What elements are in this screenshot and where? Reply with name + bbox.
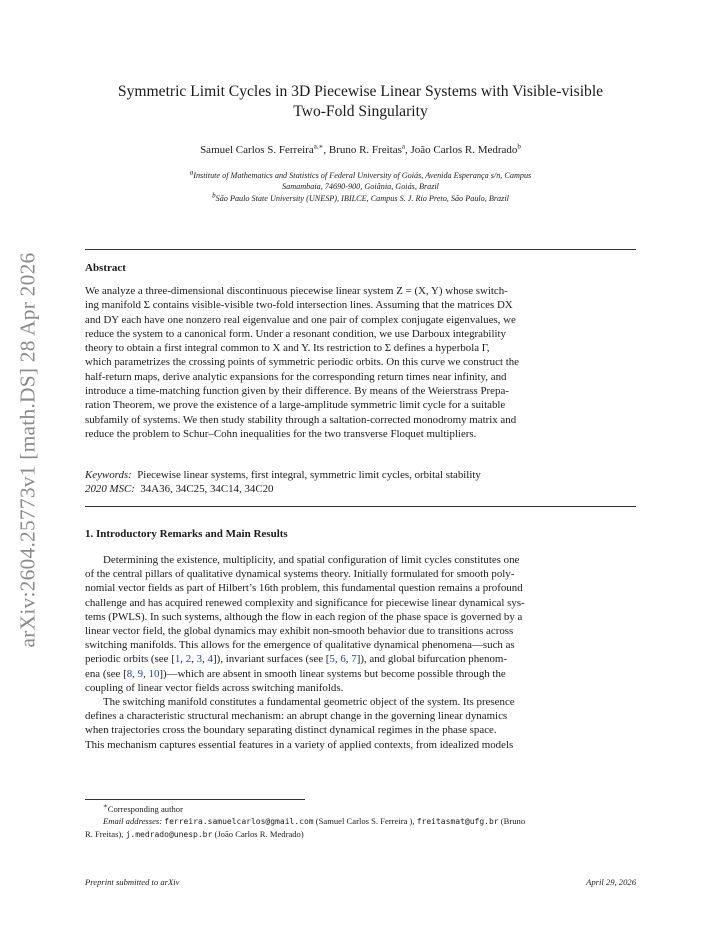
affiliation-a-mark: a [189, 168, 194, 177]
abstract-line: We analyze a three-dimensional discontinuous piecewise linear system Z = (X, Y) whose switch- [85, 285, 508, 297]
body-line: challenge and has acquired renewed complexity and significance for piecewise linear dynamical sys- [85, 596, 525, 609]
abstract-line: and DY each have one nonzero real eigenvalue and one pair of complex conjugate eigenvalues, we [85, 313, 516, 326]
abstract-heading: Abstract [85, 262, 126, 274]
title-line-2: Two-Fold Singularity [293, 103, 428, 120]
citation-link[interactable]: 4 [207, 653, 213, 666]
arxiv-stamp [8, 240, 48, 660]
citation-link[interactable]: 7 [351, 653, 357, 666]
body-line: Determining the existence, multiplicity, and spatial configuration of limit cycles constitutes one [103, 554, 520, 566]
body-line: nomial vector fields as part of Hilbert’s 16th problem, this fundamental question remains a profound [85, 582, 523, 595]
section-heading: 1. Introductory Remarks and Main Results [85, 528, 288, 540]
msc-value: 34A36, 34C25, 34C14, 34C20 [140, 483, 274, 496]
body-line: when trajectories cross the boundary separating distinct dynamical regimes in the phase space. [85, 724, 497, 737]
citation-link[interactable]: 3 [196, 653, 203, 666]
text: ]), and global bifurcation phenom- [356, 653, 507, 666]
keywords-block [85, 468, 636, 496]
email-owner: (Bruno [500, 816, 526, 826]
abstract-line: theory to obtain a first integral common to X and Y. Its restriction to Σ defines a hyperbola Γ, [85, 342, 490, 355]
email-owner: (João Carlos R. Medrado) [214, 829, 304, 839]
author-list: Samuel Carlos S. Ferreira$^{a,∗}$, Bruno R. Freitas$^a$, João Carlos R. Medrado$^b$ [200, 142, 521, 156]
citation-link[interactable]: 5 [329, 653, 335, 666]
paper-title [85, 82, 636, 122]
keywords-value: Piecewise linear systems, first integral, symmetric limit cycles, orbital stability [137, 469, 481, 481]
affiliation-b-line: São Paulo State University (UNESP), IBILCE, Campus S. J. Rio Preto, São Paulo, Brazil [215, 193, 509, 203]
text: periodic orbits (see [ [85, 653, 175, 666]
body-line: linear vector field, the global dynamics may exhibit non-smooth behavior due to transitions across [85, 625, 514, 638]
abstract-body [85, 284, 636, 441]
email-owner: R. Freitas), [85, 829, 124, 839]
email-owner: (Samuel Carlos S. Ferreira ), [315, 816, 415, 826]
abstract-line: which parametrizes the crossing points of symmetric periodic orbits. On this curve we construct the [85, 356, 519, 369]
author-3: João Carlos R. Medrado [410, 144, 518, 156]
affiliation-b-mark: b [212, 190, 216, 199]
author-1: Samuel Carlos S. Ferreira [200, 144, 314, 156]
arxiv-id: arXiv:2604.25773v1 [math.DS] 28 Apr 2026 [15, 252, 40, 648]
citation-link[interactable]: 8 [126, 667, 133, 680]
section-body [85, 553, 636, 752]
email-link[interactable]: ferreira.samuelcarlos@gmail.com [164, 817, 314, 826]
body-line: tems (PWLS). In such systems, although the flow in each region of the phase space is governed by a [85, 610, 523, 623]
citation-link[interactable]: 6 [340, 653, 346, 666]
paragraph [85, 553, 636, 567]
body-line: defines a characteristic structural mechanism: an abrupt change in the governing linear dynamics [85, 710, 508, 723]
abstract-bottom-rule [85, 506, 636, 507]
citation-link[interactable]: 10 [148, 667, 160, 680]
text: ]), invariant surfaces (see [ [213, 653, 330, 666]
body-line: This mechanism captures essential features in a variety of applied contexts, from idealized models [85, 738, 514, 751]
text: ena (see [ [85, 667, 127, 680]
author-2: Bruno R. Freitas [328, 144, 402, 156]
footnote-emails-cont [85, 828, 636, 841]
body-line: of the central pillars of qualitative dynamical systems theory. Initially formulated for smooth poly- [85, 568, 515, 581]
abstract-line: reduce the problem to Schur–Cohn inequalities for the two transverse Floquet multipliers. [85, 427, 477, 440]
body-line-citations: periodic orbits (see [1, 2, 3, 4]), invariant surfaces (see [5, 6, 7]), and global bifurcation phenom- [85, 653, 507, 666]
email-link[interactable]: j.medrado@unesp.br [125, 830, 213, 839]
abstract-line: half-return maps, derive analytic expansions for the corresponding return times near infinity, and [85, 370, 507, 383]
affiliation-a-line-2: Samambaia, 74690-900, Goiânia, Goiás, Brazil [282, 182, 439, 192]
body-line: The switching manifold constitutes a fundamental geometric object of the system. Its presence [103, 696, 515, 709]
affiliation-a-line-1: Institute of Mathematics and Statistics of Federal University of Goiás, Avenida Esperança s/n, Campus [193, 171, 532, 180]
citation-link[interactable]: 1 [174, 653, 181, 666]
citation-link[interactable]: 9 [137, 667, 144, 680]
footnote-mark: ∗ [103, 802, 108, 811]
email-label: Email addresses: [103, 816, 163, 826]
msc-label: 2020 MSC: [85, 483, 135, 496]
author-1-mark: a,∗ [313, 142, 324, 151]
footnote [85, 803, 636, 841]
affiliations [85, 170, 636, 204]
abstract-line: subfamily of systems. We then study stability through a saltation-corrected monodromy matrix and [85, 413, 517, 426]
abstract-line: introduce a time-matching function given by their difference. By means of the Weierstrass Prepa- [85, 385, 509, 398]
msc [85, 482, 636, 496]
keywords-label: Keywords: [85, 469, 132, 481]
body-line: switching manifolds. This allows for the emergence of qualitative dynamical phenomena—such as [85, 639, 515, 652]
corresponding-author: Corresponding author [107, 804, 183, 814]
affiliation-b [85, 190, 636, 204]
body-line: coupling of linear vector fields across switching manifolds. [85, 681, 344, 694]
abstract-line: reduce the system to a canonical form. Under a resonant condition, we use Darboux integrability [85, 327, 506, 340]
keywords [85, 468, 636, 482]
footnote-corresponding [85, 803, 636, 815]
footer-right: April 29, 2026 [586, 877, 636, 887]
title-line-1: Symmetric Limit Cycles in 3D Piecewise Linear Systems with Visible-visible [117, 83, 604, 100]
email-link[interactable]: freitasmat@ufg.br [416, 817, 499, 826]
footer-left: Preprint submitted to arXiv [85, 877, 180, 887]
footnote-rule [85, 799, 305, 800]
affiliation-a [85, 170, 636, 181]
footnote-emails [85, 815, 636, 828]
abstract-top-rule [85, 249, 636, 250]
abstract-line: ration Theorem, we prove the existence of a large-amplitude symmetric limit cycle for a suitable [85, 399, 506, 412]
citation-link[interactable]: 2 [185, 653, 192, 666]
abstract-line: ing manifold Σ contains visible-visible two-fold intersection lines. Assuming that the matrices DX [85, 299, 513, 312]
body-line-citations: ena (see [8, 9, 10])—which are absent in smooth linear systems but become possible through the [85, 667, 506, 680]
author-3-mark: b [517, 142, 521, 151]
text: ])—which are absent in smooth linear systems but become possible through the [159, 667, 506, 680]
author-2-mark: a [401, 142, 405, 151]
paragraph [85, 695, 636, 709]
